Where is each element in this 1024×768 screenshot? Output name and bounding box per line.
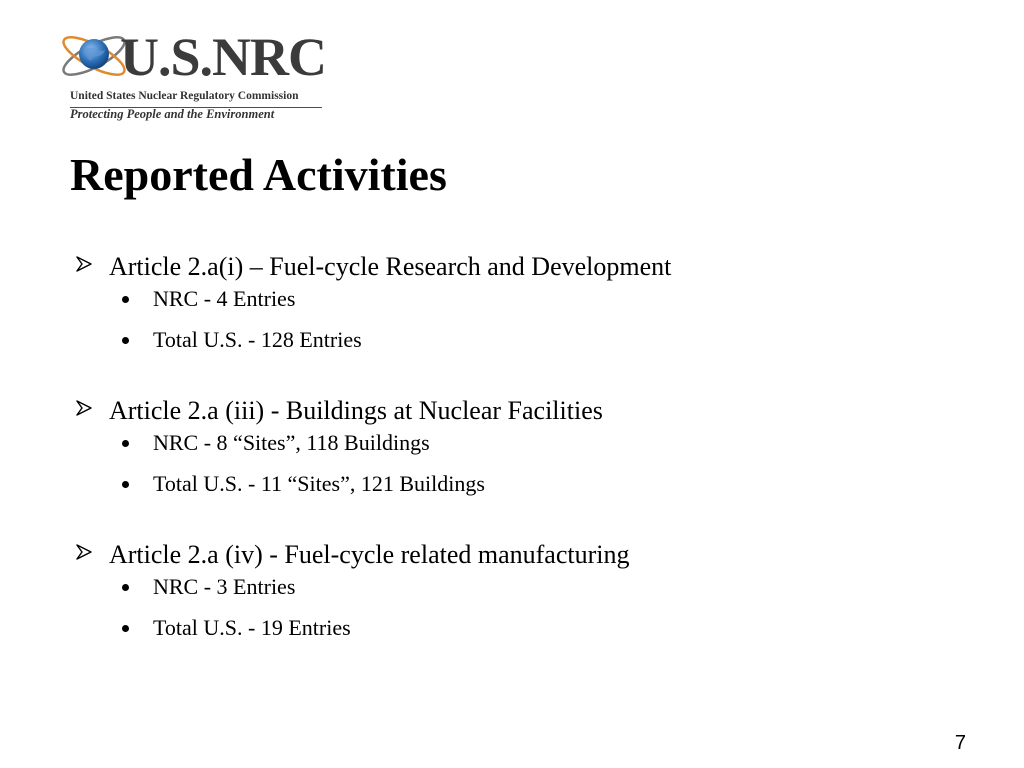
list-item-text: NRC - 4 Entries [153,286,296,311]
slide-content [0,250,1024,682]
section-article-2a-iii [0,394,1024,510]
logo-agency-name: United States Nuclear Regulatory Commission [70,88,322,108]
section-article-2a-i [0,250,1024,366]
bullet-dot-icon [122,481,129,488]
list-item-text: Total U.S. - 128 Entries [153,327,362,352]
list-item-text: NRC - 8 “Sites”, 118 Buildings [153,430,430,455]
logo-wordmark: U.S.NRC [120,27,327,87]
section-heading-text: Article 2.a(i) – Fuel-cycle Research and Development [109,252,672,281]
bullet-dot-icon [122,584,129,591]
logo-motto: Protecting People and the Environment [70,107,275,121]
list-item [0,428,1024,469]
section-heading [0,394,1024,428]
section-heading-text: Article 2.a (iii) - Buildings at Nuclear Facilities [109,396,603,425]
section-article-2a-iv [0,538,1024,654]
list-item [0,613,1024,654]
section-heading-text: Article 2.a (iv) - Fuel-cycle related manufacturing [109,540,630,569]
list-item [0,284,1024,325]
bullet-dot-icon [122,296,129,303]
list-item [0,469,1024,510]
page-number: 7 [954,732,966,754]
slide-title: Reported Activities [70,149,447,200]
nrc-logo [56,18,328,124]
list-item [0,325,1024,366]
list-item-text: Total U.S. - 11 “Sites”, 121 Buildings [153,471,485,496]
arrow-bullet-icon [76,544,92,560]
list-item-text: NRC - 3 Entries [153,574,296,599]
arrow-bullet-icon [76,256,92,272]
list-item [0,572,1024,613]
bullet-dot-icon [122,337,129,344]
bullet-dot-icon [122,440,129,447]
bullet-dot-icon [122,625,129,632]
list-item-text: Total U.S. - 19 Entries [153,615,351,640]
section-heading [0,538,1024,572]
arrow-bullet-icon [76,400,92,416]
section-heading [0,250,1024,284]
